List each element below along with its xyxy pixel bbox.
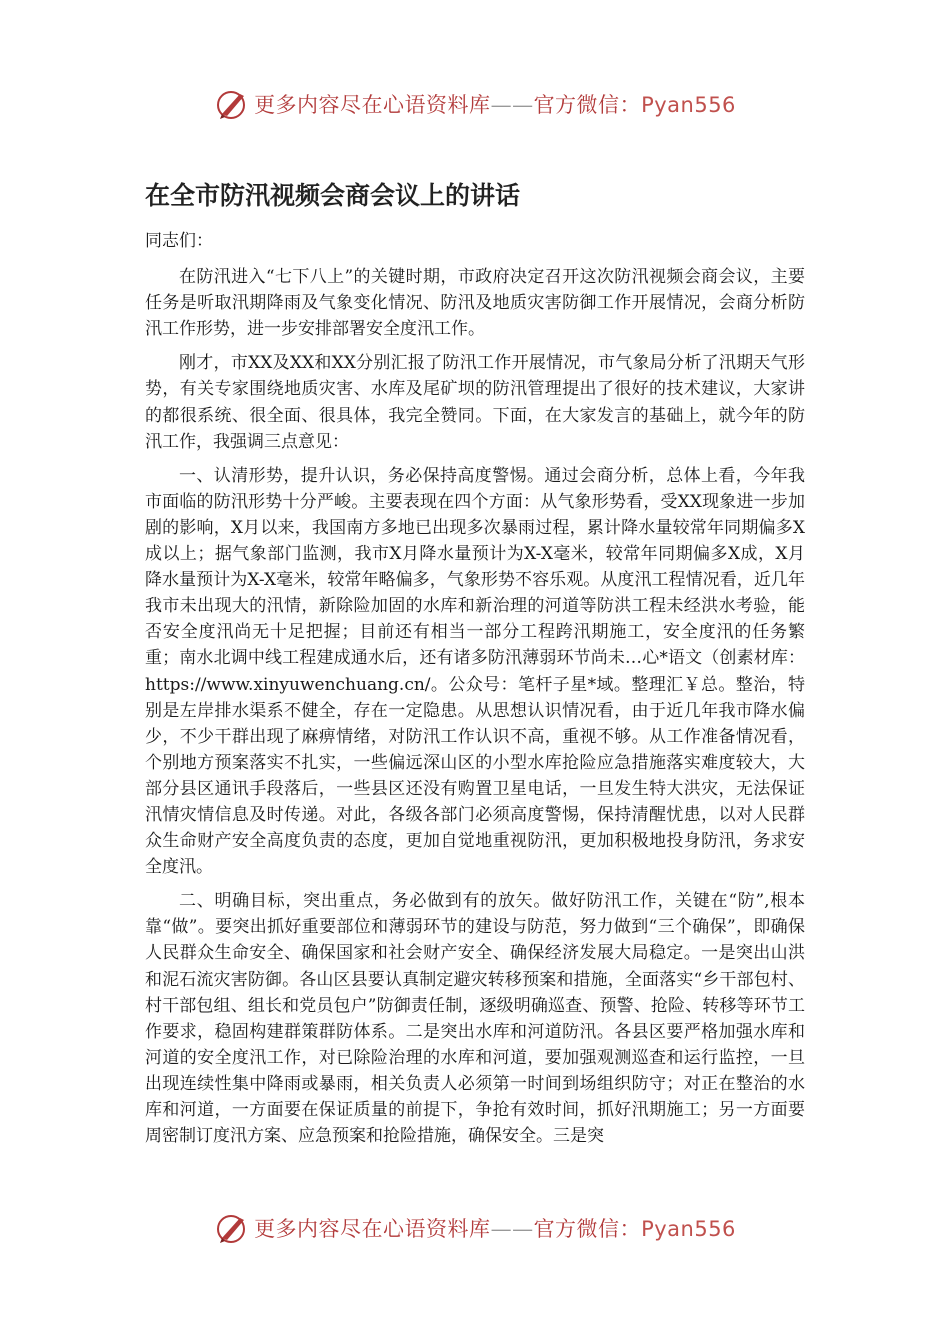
document-title: 在全市防汛视频会商会议上的讲话 <box>145 181 521 210</box>
salutation: 同志们： <box>145 231 213 251</box>
watermark-banner-top <box>0 84 950 124</box>
paragraph-point-one: 一、认清形势，提升认识，务必保持高度警惕。通过会商分析，总体上看，今年我市面临的防汛形势十分严峻。主要表现在四个方面：从气象形势看，受XX现象进一步加剧的影响，X月以来，我国南方多地已出现多次暴雨过程，累计降水量较常年同期偏多X成以上；据气象部门监测，我市X月降水量预计为X-X毫米，较常年同期偏多X成，X月降水量预计为X-X毫米，较常年略偏多，气象形势不容乐观。从度汛工程情况看，近几年我市未出现大的汛情，新除险加固的水库和新治理的河道等防洪工程未经洪水考验，能否安全度汛尚无十足把握；目前还有相当一部分工程跨汛期施工，安全度汛的任务繁重；南水北调中线工程建成通水后，还有诸多防汛薄弱环节尚未…心*语文（创素材库：https://www.xinyuwenchuang.cn/。公众号：笔杆子星*域。整理汇￥总。整治，特别是左岸排水渠系不健全，存在一定隐患。从思想认识情况看，由于近几年我市降水偏少，不少干群出现了麻痹情绪，对防汛工作认识不高，重视不够。从工作准备情况看，个别地方预案落实不扎实，一些偏远深山区的小型水库抢险应急措施落实难度较大，大部分县区通讯手段落后，一些县区还没有购置卫星电话，一旦发生特大洪灾，无法保证汛情灾情信息及时传递。对此，各级各部门必须高度警惕，保持清醒忧患，以对人民群众生命财产安全高度负责的态度，更加自觉地重视防汛，更加积极地投身防汛，务求安全度汛。 <box>145 465 805 878</box>
pen-logo-icon <box>214 1210 250 1246</box>
paragraph-summary: 刚才，市XX及XX和XX分别汇报了防汛工作开展情况，市气象局分析了汛期天气形势，有关专家围绕地质灾害、水库及尾矿坝的防汛管理提出了很好的技术建议，大家讲的都很系统、很全面、很具体，我完全赞同。下面，在大家发言的基础上，就今年的防汛工作，我强调三点意见： <box>145 353 805 452</box>
pen-logo-icon <box>214 86 250 122</box>
paragraph-intro: 在防汛进入“七下八上”的关键时期，市政府决定召开这次防汛视频会商会议，主要任务是听取汛期降雨及气象变化情况、防汛及地质灾害防御工作开展情况，会商分析防汛工作形势，进一步安排部署安全度汛工作。 <box>145 267 805 340</box>
watermark-text: 更多内容尽在心语资料库——官方微信：Pyan556 <box>254 1217 736 1241</box>
paragraph-point-two: 二、明确目标，突出重点，务必做到有的放矢。做好防汛工作，关键在“防”,根本靠“做”。要突出抓好重要部位和薄弱环节的建设与防范，努力做到“三个确保”，即确保人民群众生命安全、确保国家和社会财产安全、确保经济发展大局稳定。一是突出山洪和泥石流灾害防御。各山区县要认真制定避灾转移预案和措施，全面落实“乡干部包村、村干部包组、组长和党员包户”防御责任制，逐级明确巡查、预警、抢险、转移等环节工作要求，稳固构建群策群防体系。二是突出水库和河道防汛。各县区要严格加强水库和河道的安全度汛工作，对已除险治理的水库和河道，要加强观测巡查和运行监控，一旦出现连续性集中降雨或暴雨，相关负责人必须第一时间到场组织防守；对正在整治的水库和河道，一方面要在保证质量的前提下，争抢有效时间，抓好汛期施工；另一方面要周密制订度汛方案、应急预案和抢险措施，确保安全。三是突 <box>145 891 805 1147</box>
document-body <box>145 228 805 1157</box>
watermark-banner-bottom <box>0 1208 950 1248</box>
watermark-text: 更多内容尽在心语资料库——官方微信：Pyan556 <box>254 93 736 117</box>
